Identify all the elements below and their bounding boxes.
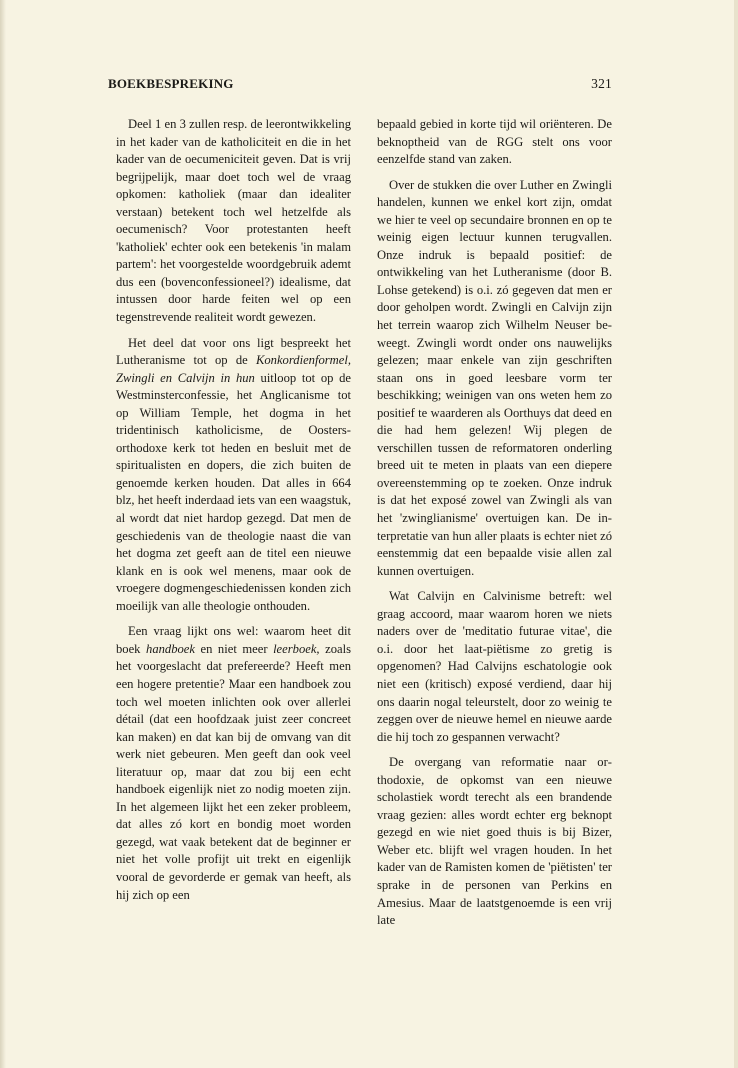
italic-text: Konkordienformel, Zwingli en Calvijn in hun — [116, 353, 351, 385]
body-columns — [116, 116, 612, 1016]
paragraph-text: uitloop tot op de Westminsterconfessie, het Anglicanisme tot op William Temple, het dogma in het tridentinisch katholicisme, de Oosters-orthodoxe kerk tot heden en besluit met de spiritualisten en dopers, die zich buiten de genoemde kerken houden. Dat alles in 664 blz, het heeft inderdaad iets van een waagstuk, al wordt dat niet hardop gezegd. Dat men de geschiedenis van de theologie naast die van het dogma zet geeft aan de titel een nieuwe klank en is ook wel menens, maar ook de vroegere dogmengeschiedenissen konden zich moeilijk van alle theologie onthouden. — [116, 370, 351, 613]
paragraph — [116, 335, 351, 616]
paragraph: De overgang van reformatie naar orthodoxie, de opkomst van een nieuwe scholastiek wordt terecht als een brandende vraag gezien: alles wordt echter erg beknopt gezegd en wie niet goed thuis is bij Bizer, Weber etc. blijft wel vragen houden. In het kader van de Ramisten komen de 'piëtisten' ter sprake in de personen van Perkins en Amesius. Maar de laatstgenoemde is een vrij late — [377, 755, 612, 928]
scan-edge-right — [734, 0, 738, 1068]
right-column — [377, 116, 612, 1016]
paragraph: Over de stukken die over Luther en Zwingli handelen, kunnen we enkel kort zijn, omdat we hier te veel op secundaire bronnen en op te weinig eigen lectuur kunnen terugvallen. Onze indruk is bepaald positief: de ontwikkeling van het Lutheranisme (door B. Lohse getekend) is o.i. zó gegeven dat men er door geholpen wordt. Zwingli en Calvijn zijn het terrein waarop zich Wilhelm Neuser beweegt. Zwingli wordt onder ons nauwelijks gelezen; maar enkele van zijn geschriften staan ons in goed leesbare vorm ter beschikking; weinigen van ons weten hem zo positief te waarderen als Oorthuys dat deed en die had hem gelezen! Wij plegen de verschillen tussen de reformatoren onderling breed uit te meten in plaats van een diepere overeenstemming op te zoeken. Onze indruk is dat het exposé zowel van Zwingli als van het 'zwinglianisme' overtuigen kan. De interpretatie van hun aller plaats is echter niet zó eenstemmig dat een bepaalde visie allen zal kunnen overtuigen. — [377, 177, 612, 578]
page-number: 321 — [591, 76, 612, 91]
paragraph — [116, 623, 351, 904]
scan-edge-left — [0, 0, 6, 1068]
running-title: BOEKBESPREKING — [108, 76, 234, 91]
paragraph-text: zoals het voorgeslacht dat prefereerde? Heeft men een hogere pretentie? Maar een handboek zou toch wel moeten inlichten ook over allerlei détail (dat een hoofdzaak juist zeer concreet kan maken) en dat kan bij de omvang van dit werk niet gebeuren. Men geeft dan ook veel literatuur op, maar dat zou bij een echt handboek eigenlijk niet zo nodig moeten zijn. In het algemeen lijkt het een zeker probleem, dat alles zó kort en bondig moet worden gezegd, wat vaak betekent dat de beginner er niet het volle profijt uit trekt en eigenlijk vooral de gevorderde er gemak van heeft, als hij zich op een — [116, 641, 351, 902]
italic-text: handboek — [146, 641, 195, 656]
paragraph-text: en niet meer — [194, 641, 274, 656]
paragraph-text: Het deel dat voor ons ligt bespreekt het Lutheranisme tot op de — [116, 335, 351, 368]
left-column — [116, 116, 351, 1016]
italic-text: leerboek, — [273, 641, 320, 656]
paragraph: Wat Calvijn en Calvinisme betreft: wel graag accoord, maar waarom horen we niets naders over de 'meditatio futurae vitae', die o.i. door het laat-piëtisme zo gretig is opgenomen? Had Calvijns eschatologie ook niet een (kritisch) exposé verdiend, daar hij ons daarin nogal teleurstelt, door zo weinig te zeggen over de nieuwe hemel en nieuwe aarde die hij toch zo gespannen verwacht? — [377, 589, 612, 744]
paragraph: bepaald gebied in korte tijd wil oriënteren. De beknoptheid van de RGG stelt ons voor eenzelfde stand van zaken. — [377, 117, 612, 167]
paragraph-text: Een vraag lijkt ons wel: waarom heet dit boek — [116, 624, 351, 656]
paragraph: Deel 1 en 3 zullen resp. de leerontwikkeling in het kader van de katholiciteit en die in het kader van de oecumeniciteit geven. Dat is vrij begrijpelijk, maar doet toch wel de vraag opkomen: katholiek (maar dan idealiter verstaan) betekent toch wel hetzelfde als oecumenisch? Voor protestanten heeft 'katholiek' echter ook een betekenis 'in malam partem': het voorgestelde woordgebruik ademt dus een (bovenconfessioneel?) idealisme, dat intussen door harde feiten wel op een tegenstrevende realiteit wordt gewezen. — [116, 117, 351, 325]
page-header — [108, 76, 612, 92]
